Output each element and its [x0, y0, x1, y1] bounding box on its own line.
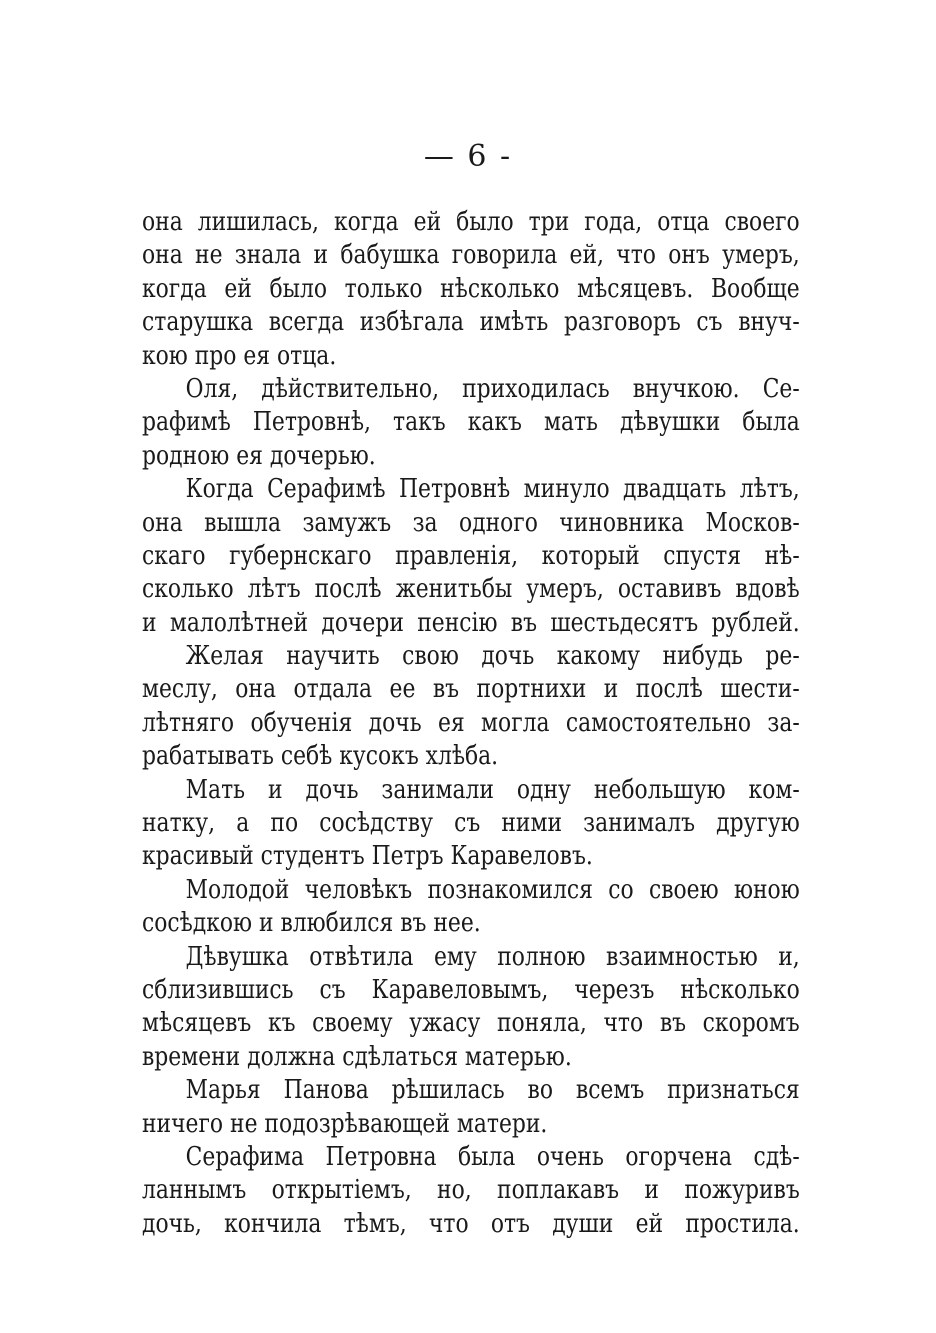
text-line: когда ей было только нѣсколько мѣсяцевъ. Вообще: [142, 273, 800, 304]
text-line: натку, а по сосѣдству съ ними занималъ другую: [142, 808, 800, 839]
paragraph-first-line: Дѣвушка отвѣтила ему полною взаимностью и,: [185, 941, 800, 972]
text-line: ничего не подозрѣвающей матери.: [142, 1108, 548, 1139]
text-line: ланнымъ открытіемъ, но, поплакавъ и пожуривъ: [142, 1175, 800, 1206]
text-line: родною ея дочерью.: [142, 440, 376, 471]
text-line: красивый студентъ Петръ Каравеловъ.: [142, 841, 593, 872]
text-line: старушка всегда избѣгала имѣть разговоръ съ внуч-: [142, 307, 800, 338]
paragraph-first-line: Марья Панова рѣшилась во всемъ признаться: [185, 1075, 800, 1106]
paragraph-first-line: Оля, дѣйствительно, приходилась внучкою. Се-: [185, 373, 800, 404]
paragraph-first-line: Серафима Петровна была очень огорчена сдѣ-: [185, 1141, 800, 1172]
text-line: дочь, кончила тѣмъ, что отъ души ей простила.: [142, 1208, 800, 1239]
text-line: меслу, она отдала ее въ портнихи и послѣ шести-: [142, 674, 800, 705]
page-number: — 6 -: [423, 139, 513, 174]
paragraph-first-line: Желая научить свою дочь какому нибудь ре-: [185, 641, 800, 672]
text-line: скаго губернскаго правленія, который спустя нѣ-: [142, 540, 800, 571]
text-line: лѣтняго обученія дочь ея могла самостоятельно за-: [142, 707, 800, 738]
text-line: сблизившись съ Каравеловымъ, черезъ нѣсколько: [142, 974, 800, 1005]
paragraph-first-line: Молодой человѣкъ познакомился со своею юною: [185, 874, 800, 905]
text-line: она не знала и бабушка говорила ей, что онъ умеръ,: [142, 240, 800, 271]
text-line: и малолѣтней дочери пенсію въ шестьдесятъ рублей.: [142, 607, 800, 638]
text-line: кою про ея отца.: [142, 340, 337, 371]
text-line: сколько лѣтъ послѣ женитьбы умеръ, оставивъ вдовѣ: [142, 574, 800, 605]
text-line: мѣсяцевъ къ своему ужасу поняла, что въ скоромъ: [142, 1008, 800, 1039]
text-line: она вышла замужъ за одного чиновника Москов-: [142, 507, 800, 538]
text-line: сосѣдкою и влюбился въ нее.: [142, 908, 481, 939]
paragraph-first-line: Когда Серафимѣ Петровнѣ минуло двадцать лѣтъ,: [185, 474, 800, 505]
text-line: рабатывать себѣ кусокъ хлѣба.: [142, 741, 499, 772]
text-line: времени должна сдѣлаться матерью.: [142, 1041, 572, 1072]
paragraph-first-line: Мать и дочь занимали одну небольшую ком-: [185, 774, 800, 805]
body-text: [142, 206, 800, 1241]
text-line: рафимѣ Петровнѣ, такъ какъ мать дѣвушки была: [142, 407, 800, 438]
text-line: она лишилась, когда ей было три года, отца своего: [142, 207, 800, 237]
